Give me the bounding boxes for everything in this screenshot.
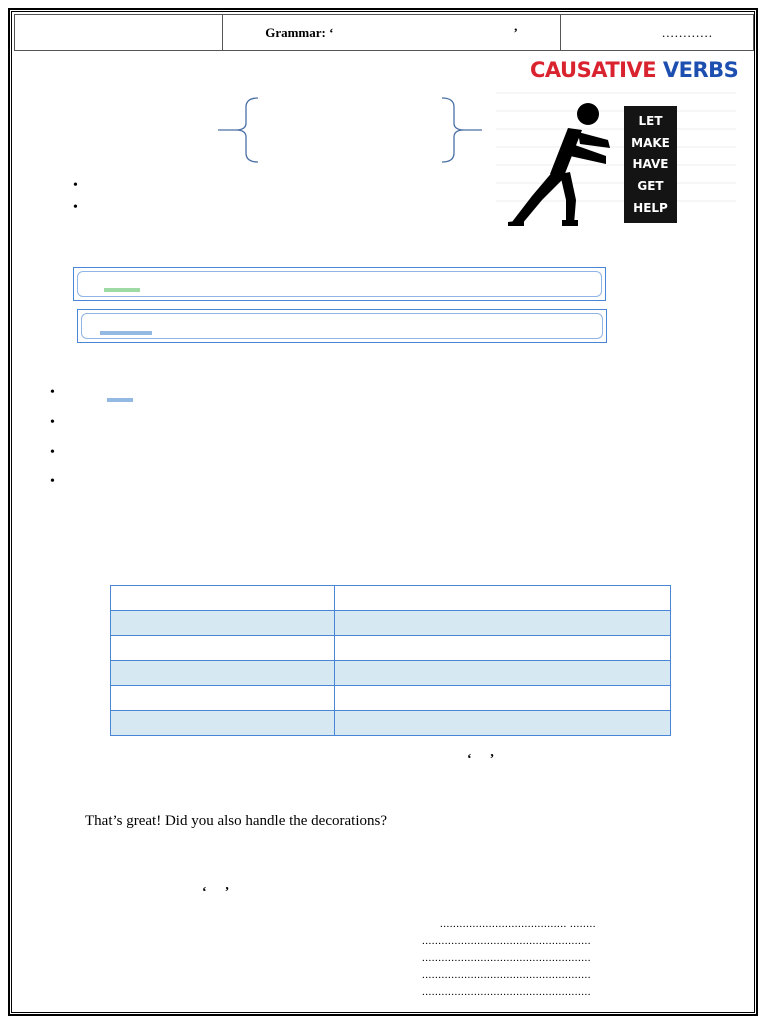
table-cell[interactable] xyxy=(111,686,335,711)
pushing-man-icon xyxy=(508,100,628,228)
header-grammar-label: Grammar: ‘ xyxy=(265,24,334,40)
green-underline xyxy=(104,288,140,292)
table-cell[interactable] xyxy=(335,661,671,686)
table-row xyxy=(111,711,671,736)
answer-line-1[interactable]: ....................................... ........ xyxy=(440,918,596,930)
header-name-cell[interactable] xyxy=(15,15,223,51)
quote-marks-2: ‘’ xyxy=(202,885,248,900)
right-brace-icon xyxy=(442,97,482,163)
answer-line-5[interactable]: .................................................... xyxy=(422,986,591,998)
structure-box-1 xyxy=(73,267,606,301)
table-cell[interactable] xyxy=(335,586,671,611)
quote-marks-1: ‘’ xyxy=(467,752,513,767)
left-brace-icon xyxy=(218,97,258,163)
table-cell[interactable] xyxy=(111,586,335,611)
verb-let: LET xyxy=(638,113,663,128)
answer-line-2[interactable]: .................................................... xyxy=(422,935,591,947)
bullet-mid-1: • xyxy=(50,385,55,400)
table-row xyxy=(111,586,671,611)
bullet-mid-4: • xyxy=(50,474,55,489)
comparison-table xyxy=(110,585,671,736)
title-word-causative: CAUSATIVE xyxy=(530,58,657,82)
table-cell[interactable] xyxy=(335,711,671,736)
structure-box-2 xyxy=(77,309,607,343)
table-cell[interactable] xyxy=(335,636,671,661)
blue-underline xyxy=(100,331,152,335)
verb-make: MAKE xyxy=(631,135,670,150)
header-table xyxy=(14,14,754,51)
causative-verb-list xyxy=(624,106,677,223)
bullet-top-2: • xyxy=(73,200,78,215)
bullet-mid-3: • xyxy=(50,445,55,460)
bullet-top-1: • xyxy=(73,178,78,193)
table-cell[interactable] xyxy=(111,636,335,661)
verb-help: HELP xyxy=(633,201,668,216)
causative-verbs-title xyxy=(530,58,738,82)
answer-line-4[interactable]: .................................................... xyxy=(422,969,591,981)
title-word-verbs: VERBS xyxy=(662,58,739,82)
table-row xyxy=(111,611,671,636)
table-cell[interactable] xyxy=(111,711,335,736)
structure-box-1-inner xyxy=(77,271,602,297)
blue-underline-small xyxy=(107,398,133,402)
verb-have: HAVE xyxy=(632,157,669,172)
table-cell[interactable] xyxy=(111,661,335,686)
answer-line-3[interactable]: .................................................... xyxy=(422,952,591,964)
header-close-quote: ’ xyxy=(513,24,518,40)
bullet-mid-2: • xyxy=(50,415,55,430)
header-topic-cell xyxy=(223,15,561,51)
table-row xyxy=(111,686,671,711)
verb-get: GET xyxy=(637,179,664,194)
table-row xyxy=(111,661,671,686)
header-dots: ............ xyxy=(662,24,713,40)
table-cell[interactable] xyxy=(111,611,335,636)
dialogue-line: That’s great! Did you also handle the decorations? xyxy=(85,813,387,829)
structure-box-2-inner xyxy=(81,313,603,339)
table-cell[interactable] xyxy=(335,686,671,711)
table-row xyxy=(111,636,671,661)
table-cell[interactable] xyxy=(335,611,671,636)
header-date-cell[interactable] xyxy=(561,15,754,51)
